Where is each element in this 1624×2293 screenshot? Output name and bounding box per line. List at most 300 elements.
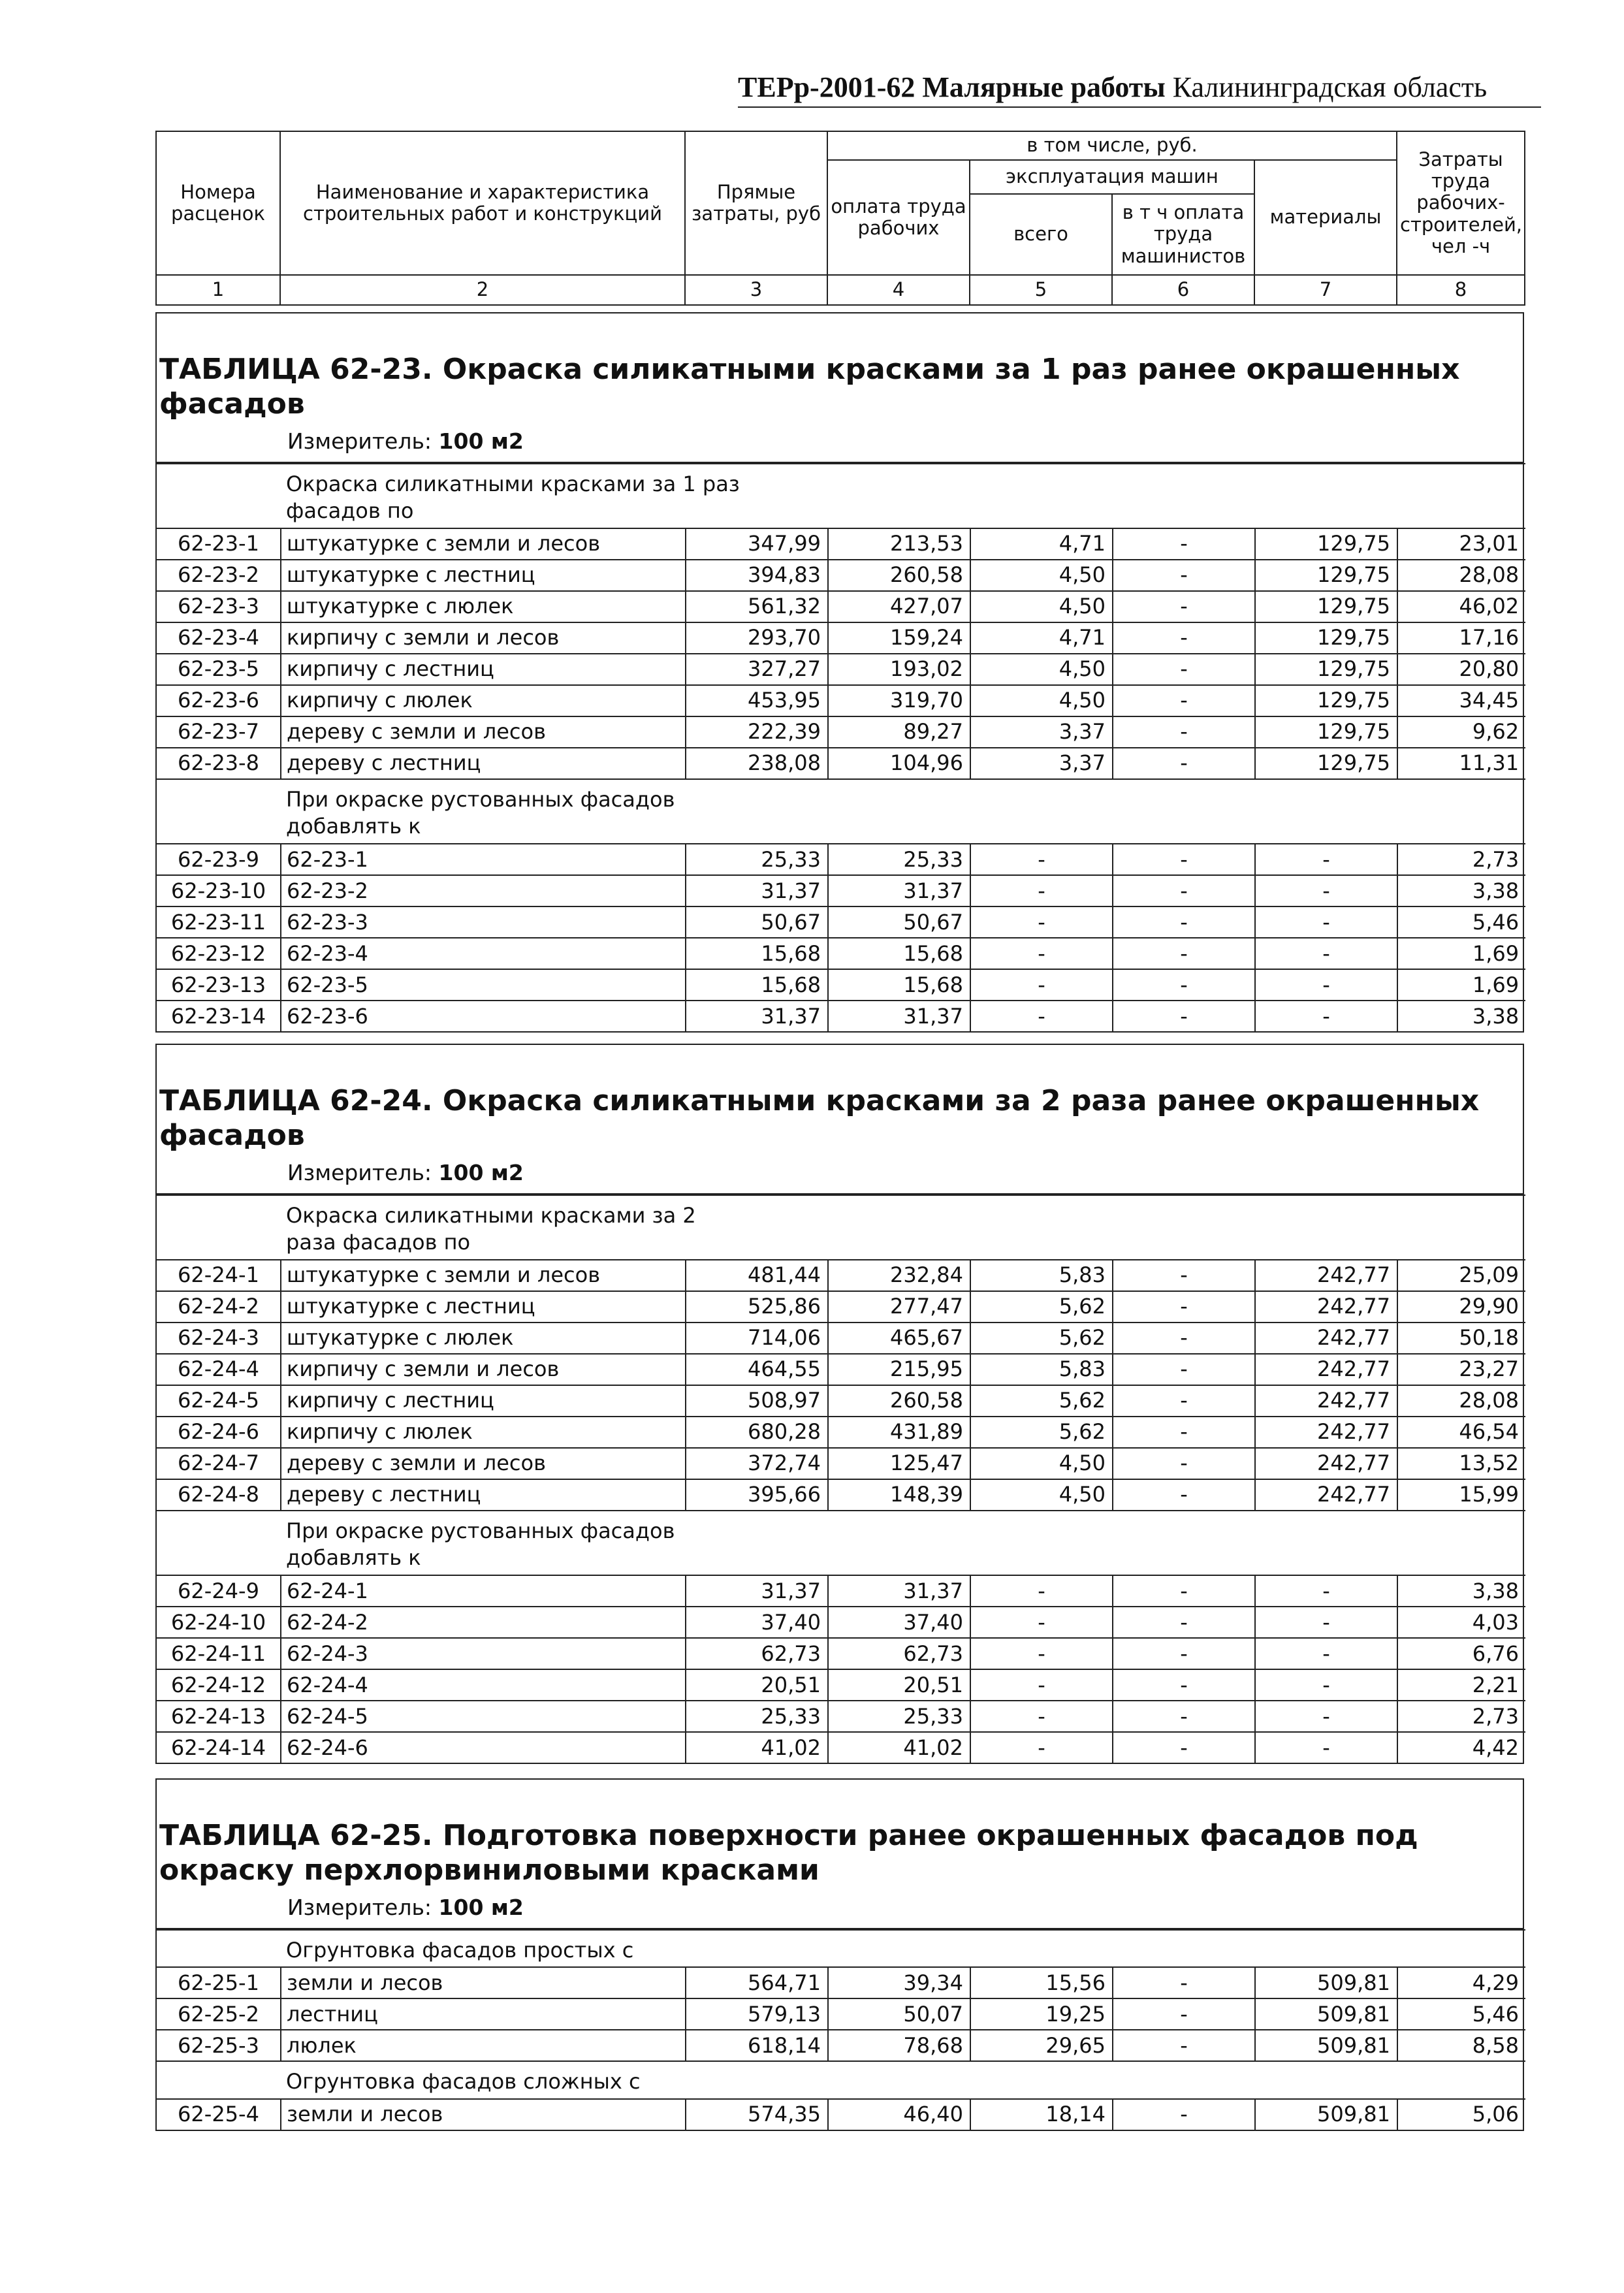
rate-code: 62-23-14 — [157, 1001, 281, 1031]
materials: - — [1255, 1669, 1397, 1701]
machines-total: 5,62 — [970, 1385, 1113, 1417]
materials: 129,75 — [1255, 528, 1397, 560]
machines-total: 5,83 — [970, 1260, 1113, 1291]
machinist-wages: - — [1113, 1479, 1255, 1511]
rate-code: 62-23-10 — [157, 875, 281, 906]
measure-unit — [157, 1153, 1523, 1195]
work-name: кирпичу с люлек — [281, 685, 686, 716]
wages: 46,40 — [828, 2099, 970, 2130]
table-row — [157, 906, 1525, 938]
labor-costs: 5,46 — [1397, 906, 1525, 938]
table-row — [157, 1323, 1525, 1354]
labor-costs: 2,73 — [1397, 1701, 1525, 1732]
table-row — [157, 969, 1525, 1001]
labor-costs: 28,08 — [1397, 560, 1525, 591]
labor-costs: 25,09 — [1397, 1260, 1525, 1291]
machines-total: 4,71 — [970, 528, 1113, 560]
wages: 213,53 — [828, 528, 970, 560]
wages: 50,67 — [828, 906, 970, 938]
group-caption-spacer — [157, 1930, 281, 1968]
materials: 242,77 — [1255, 1354, 1397, 1385]
machinist-wages: - — [1113, 716, 1255, 748]
table-row — [157, 2030, 1525, 2061]
labor-costs: 17,16 — [1397, 622, 1525, 654]
materials: - — [1255, 1607, 1397, 1638]
rate-code: 62-24-12 — [157, 1669, 281, 1701]
labor-costs: 4,03 — [1397, 1607, 1525, 1638]
work-name: штукатурке с земли и лесов — [281, 1260, 686, 1291]
labor-costs: 2,73 — [1397, 844, 1525, 875]
work-name: 62-23-6 — [281, 1001, 686, 1031]
rate-code: 62-23-11 — [157, 906, 281, 938]
work-name: земли и лесов — [281, 2099, 686, 2130]
labor-costs: 4,42 — [1397, 1732, 1525, 1763]
machines-total: 15,56 — [970, 1967, 1113, 1998]
rate-code: 62-23-4 — [157, 622, 281, 654]
rate-code: 62-25-4 — [157, 2099, 281, 2130]
labor-costs: 15,99 — [1397, 1479, 1525, 1511]
table-row — [157, 748, 1525, 779]
materials: 242,77 — [1255, 1385, 1397, 1417]
table-row — [157, 1607, 1525, 1638]
machines-total: 29,65 — [970, 2030, 1113, 2061]
table-row — [157, 875, 1525, 906]
rate-code: 62-24-14 — [157, 1732, 281, 1763]
machinist-wages: - — [1113, 654, 1255, 685]
labor-costs: 2,21 — [1397, 1669, 1525, 1701]
labor-costs: 50,18 — [1397, 1323, 1525, 1354]
column-number: 2 — [280, 275, 685, 305]
column-number: 1 — [156, 275, 280, 305]
work-name: 62-24-5 — [281, 1701, 686, 1732]
col-number-header: Номера расценок — [156, 131, 280, 275]
work-name: земли и лесов — [281, 1967, 686, 1998]
wages: 62,73 — [828, 1638, 970, 1669]
wages: 78,68 — [828, 2030, 970, 2061]
machines-total: 4,50 — [970, 591, 1113, 622]
rate-code: 62-24-10 — [157, 1607, 281, 1638]
measure-label: Измеритель: — [287, 1894, 432, 1920]
group-caption: При окраске рустованных фасадов добавлять к — [281, 779, 1525, 844]
rate-code: 62-24-9 — [157, 1575, 281, 1607]
work-name: 62-24-6 — [281, 1732, 686, 1763]
wages: 20,51 — [828, 1669, 970, 1701]
table-row — [157, 1967, 1525, 1998]
column-number: 8 — [1397, 275, 1525, 305]
wages: 260,58 — [828, 1385, 970, 1417]
materials: 129,75 — [1255, 591, 1397, 622]
measure-value: 100 м2 — [438, 1159, 524, 1185]
machinist-wages: - — [1113, 1967, 1255, 1998]
rate-code: 62-24-2 — [157, 1291, 281, 1323]
machines-total: - — [970, 1701, 1113, 1732]
labor-costs: 29,90 — [1397, 1291, 1525, 1323]
labor-costs: 20,80 — [1397, 654, 1525, 685]
direct-costs: 561,32 — [686, 591, 828, 622]
materials: - — [1255, 938, 1397, 969]
labor-costs: 3,38 — [1397, 1575, 1525, 1607]
wages: 260,58 — [828, 560, 970, 591]
materials: - — [1255, 1575, 1397, 1607]
labor-costs: 34,45 — [1397, 685, 1525, 716]
machinist-wages: - — [1113, 906, 1255, 938]
work-name: кирпичу с лестниц — [281, 1385, 686, 1417]
table-row — [157, 654, 1525, 685]
machines-total: 19,25 — [970, 1998, 1113, 2030]
table-row — [157, 528, 1525, 560]
machines-total: - — [970, 938, 1113, 969]
col-labor-costs-header: Затраты труда рабочих-строителей, чел -ч — [1397, 131, 1525, 275]
table-row — [157, 1479, 1525, 1511]
machinist-wages: - — [1113, 591, 1255, 622]
machinist-wages: - — [1113, 528, 1255, 560]
machines-total: - — [970, 1638, 1113, 1669]
rate-code: 62-23-5 — [157, 654, 281, 685]
rate-code: 62-25-1 — [157, 1967, 281, 1998]
machines-total: 3,37 — [970, 716, 1113, 748]
group-caption: Огрунтовка фасадов простых с — [281, 1930, 1525, 1968]
machinist-wages: - — [1113, 2099, 1255, 2130]
machines-total: - — [970, 875, 1113, 906]
machines-total: 4,50 — [970, 685, 1113, 716]
materials: - — [1255, 1732, 1397, 1763]
wages: 31,37 — [828, 1001, 970, 1031]
rate-table-section — [155, 1778, 1524, 2131]
machines-total: 5,62 — [970, 1291, 1113, 1323]
rate-code: 62-23-9 — [157, 844, 281, 875]
machines-total: 4,50 — [970, 654, 1113, 685]
materials: - — [1255, 969, 1397, 1001]
direct-costs: 453,95 — [686, 685, 828, 716]
rate-table-section — [155, 312, 1524, 1033]
direct-costs: 222,39 — [686, 716, 828, 748]
machinist-wages: - — [1113, 560, 1255, 591]
work-name: дереву с земли и лесов — [281, 716, 686, 748]
direct-costs: 714,06 — [686, 1323, 828, 1354]
table-row — [157, 1448, 1525, 1479]
labor-costs: 4,29 — [1397, 1967, 1525, 1998]
column-number: 3 — [685, 275, 827, 305]
machinist-wages: - — [1113, 685, 1255, 716]
materials: 129,75 — [1255, 560, 1397, 591]
group-caption-row — [157, 1511, 1525, 1575]
machines-total: 4,71 — [970, 622, 1113, 654]
rate-code: 62-24-13 — [157, 1701, 281, 1732]
direct-costs: 372,74 — [686, 1448, 828, 1479]
materials: 129,75 — [1255, 716, 1397, 748]
wages: 25,33 — [828, 1701, 970, 1732]
table-row — [157, 1291, 1525, 1323]
rate-code: 62-24-8 — [157, 1479, 281, 1511]
labor-costs: 1,69 — [1397, 969, 1525, 1001]
machines-total: 5,62 — [970, 1323, 1113, 1354]
machinist-wages: - — [1113, 1448, 1255, 1479]
table-row — [157, 1385, 1525, 1417]
rates-table — [157, 1929, 1525, 2130]
group-caption-spacer — [157, 1195, 281, 1260]
machinist-wages: - — [1113, 1669, 1255, 1701]
direct-costs: 680,28 — [686, 1417, 828, 1448]
machinist-wages: - — [1113, 1575, 1255, 1607]
machinist-wages: - — [1113, 1260, 1255, 1291]
work-name: кирпичу с лестниц — [281, 654, 686, 685]
wages: 37,40 — [828, 1607, 970, 1638]
rate-code: 62-24-5 — [157, 1385, 281, 1417]
section-title: ТАБЛИЦА 62-25. Подготовка поверхности ранее окрашенных фасадов под окраску перхлорвиниловыми красками — [159, 1819, 1418, 1887]
rates-table — [157, 1195, 1525, 1763]
labor-costs: 13,52 — [1397, 1448, 1525, 1479]
wages: 31,37 — [828, 875, 970, 906]
machinist-wages: - — [1113, 1354, 1255, 1385]
direct-costs: 15,68 — [686, 969, 828, 1001]
wages: 89,27 — [828, 716, 970, 748]
work-name: 62-24-1 — [281, 1575, 686, 1607]
table-row — [157, 938, 1525, 969]
direct-costs: 327,27 — [686, 654, 828, 685]
group-caption-spacer — [157, 1511, 281, 1575]
materials: 129,75 — [1255, 654, 1397, 685]
wages: 39,34 — [828, 1967, 970, 1998]
work-name: дереву с земли и лесов — [281, 1448, 686, 1479]
labor-costs: 5,46 — [1397, 1998, 1525, 2030]
wages: 25,33 — [828, 844, 970, 875]
group-caption-row — [157, 464, 1525, 528]
work-name: 62-23-3 — [281, 906, 686, 938]
labor-costs: 3,38 — [1397, 875, 1525, 906]
work-name: штукатурке с лестниц — [281, 560, 686, 591]
work-name: кирпичу с люлек — [281, 1417, 686, 1448]
direct-costs: 464,55 — [686, 1354, 828, 1385]
rate-code: 62-24-4 — [157, 1354, 281, 1385]
doc-code: ТЕРр-2001-62 — [738, 71, 915, 103]
machines-total: - — [970, 1669, 1113, 1701]
rate-code: 62-23-1 — [157, 528, 281, 560]
machinist-wages: - — [1113, 1701, 1255, 1732]
direct-costs: 564,71 — [686, 1967, 828, 1998]
work-name: лестниц — [281, 1998, 686, 2030]
wages: 31,37 — [828, 1575, 970, 1607]
group-caption-row — [157, 779, 1525, 844]
wages: 148,39 — [828, 1479, 970, 1511]
wages: 277,47 — [828, 1291, 970, 1323]
labor-costs: 5,06 — [1397, 2099, 1525, 2130]
wages: 319,70 — [828, 685, 970, 716]
table-row — [157, 560, 1525, 591]
work-name: дереву с лестниц — [281, 1479, 686, 1511]
col-machinist-wages-header: в т ч оплата труда машинистов — [1112, 194, 1254, 275]
table-row — [157, 1701, 1525, 1732]
direct-costs: 508,97 — [686, 1385, 828, 1417]
labor-costs: 28,08 — [1397, 1385, 1525, 1417]
wages: 193,02 — [828, 654, 970, 685]
work-name: 62-23-5 — [281, 969, 686, 1001]
group-caption-row — [157, 1930, 1525, 1968]
direct-costs: 293,70 — [686, 622, 828, 654]
col-name-header: Наименование и характеристика строительных работ и конструкций — [280, 131, 685, 275]
machines-total: 5,83 — [970, 1354, 1113, 1385]
work-name: кирпичу с земли и лесов — [281, 622, 686, 654]
machines-total: - — [970, 906, 1113, 938]
direct-costs: 394,83 — [686, 560, 828, 591]
direct-costs: 20,51 — [686, 1669, 828, 1701]
machines-total: - — [970, 844, 1113, 875]
group-caption: Огрунтовка фасадов сложных с — [281, 2061, 1525, 2099]
materials: - — [1255, 1638, 1397, 1669]
table-row — [157, 591, 1525, 622]
direct-costs: 347,99 — [686, 528, 828, 560]
materials: 129,75 — [1255, 685, 1397, 716]
direct-costs: 395,66 — [686, 1479, 828, 1511]
materials: 242,77 — [1255, 1448, 1397, 1479]
labor-costs: 46,02 — [1397, 591, 1525, 622]
direct-costs: 31,37 — [686, 875, 828, 906]
group-caption-spacer — [157, 2061, 281, 2099]
rate-code: 62-24-7 — [157, 1448, 281, 1479]
col-direct-costs-header: Прямые затраты, руб — [685, 131, 827, 275]
table-row — [157, 1638, 1525, 1669]
machinist-wages: - — [1113, 1323, 1255, 1354]
machinist-wages: - — [1113, 1998, 1255, 2030]
labor-costs: 3,38 — [1397, 1001, 1525, 1031]
group-caption: При окраске рустованных фасадов добавлять к — [281, 1511, 1525, 1575]
measure-value: 100 м2 — [438, 428, 524, 454]
wages: 41,02 — [828, 1732, 970, 1763]
materials: 242,77 — [1255, 1479, 1397, 1511]
materials: - — [1255, 1001, 1397, 1031]
wages: 427,07 — [828, 591, 970, 622]
work-name: 62-24-4 — [281, 1669, 686, 1701]
column-number: 5 — [970, 275, 1112, 305]
work-name: 62-24-2 — [281, 1607, 686, 1638]
column-number: 6 — [1112, 275, 1254, 305]
column-header-table — [155, 131, 1525, 306]
machinist-wages: - — [1113, 969, 1255, 1001]
measure-unit — [157, 422, 1523, 463]
section-title: ТАБЛИЦА 62-24. Окраска силикатными красками за 2 раза ранее окрашенных фасадов — [159, 1084, 1480, 1152]
direct-costs: 31,37 — [686, 1001, 828, 1031]
direct-costs: 574,35 — [686, 2099, 828, 2130]
wages: 104,96 — [828, 748, 970, 779]
table-row — [157, 1669, 1525, 1701]
measure-value: 100 м2 — [438, 1894, 524, 1920]
rate-code: 62-23-7 — [157, 716, 281, 748]
machines-total: - — [970, 1732, 1113, 1763]
labor-costs: 23,27 — [1397, 1354, 1525, 1385]
rate-code: 62-24-1 — [157, 1260, 281, 1291]
work-name: 62-24-3 — [281, 1638, 686, 1669]
materials: 129,75 — [1255, 622, 1397, 654]
materials: 242,77 — [1255, 1323, 1397, 1354]
rate-code: 62-23-6 — [157, 685, 281, 716]
work-name: штукатурке с люлек — [281, 591, 686, 622]
labor-costs: 9,62 — [1397, 716, 1525, 748]
work-name: 62-23-2 — [281, 875, 686, 906]
table-row — [157, 844, 1525, 875]
group-caption: Окраска силикатными красками за 1 раз фасадов по — [281, 464, 1525, 528]
table-row — [157, 685, 1525, 716]
col-machines-header: эксплуатация машин — [970, 160, 1254, 194]
rate-code: 62-24-3 — [157, 1323, 281, 1354]
materials: 509,81 — [1255, 1967, 1397, 1998]
machinist-wages: - — [1113, 1732, 1255, 1763]
direct-costs: 579,13 — [686, 1998, 828, 2030]
table-row — [157, 1732, 1525, 1763]
labor-costs: 6,76 — [1397, 1638, 1525, 1669]
col-wages-header: оплата труда рабочих — [827, 160, 970, 275]
col-including-header: в том числе, руб. — [827, 131, 1397, 160]
materials: 242,77 — [1255, 1260, 1397, 1291]
work-name: люлек — [281, 2030, 686, 2061]
labor-costs: 23,01 — [1397, 528, 1525, 560]
rate-code: 62-23-13 — [157, 969, 281, 1001]
machines-total: - — [970, 1607, 1113, 1638]
direct-costs: 31,37 — [686, 1575, 828, 1607]
rate-table-section — [155, 1044, 1524, 1764]
section-title: ТАБЛИЦА 62-23. Окраска силикатными красками за 1 раз ранее окрашенных фасадов — [159, 353, 1460, 421]
direct-costs: 15,68 — [686, 938, 828, 969]
rate-code: 62-23-2 — [157, 560, 281, 591]
group-caption-row — [157, 2061, 1525, 2099]
direct-costs: 41,02 — [686, 1732, 828, 1763]
group-caption: Окраска силикатными красками за 2 раза фасадов по — [281, 1195, 1525, 1260]
direct-costs: 238,08 — [686, 748, 828, 779]
wages: 232,84 — [828, 1260, 970, 1291]
work-name: штукатурке с лестниц — [281, 1291, 686, 1323]
wages: 431,89 — [828, 1417, 970, 1448]
labor-costs: 11,31 — [1397, 748, 1525, 779]
rate-code: 62-23-3 — [157, 591, 281, 622]
table-row — [157, 1001, 1525, 1031]
machines-total: - — [970, 1001, 1113, 1031]
rates-table — [157, 463, 1525, 1031]
machinist-wages: - — [1113, 875, 1255, 906]
work-name: дереву с лестниц — [281, 748, 686, 779]
machinist-wages: - — [1113, 1001, 1255, 1031]
machinist-wages: - — [1113, 1291, 1255, 1323]
rate-code: 62-24-6 — [157, 1417, 281, 1448]
work-name: штукатурке с земли и лесов — [281, 528, 686, 560]
materials: 509,81 — [1255, 2099, 1397, 2130]
wages: 159,24 — [828, 622, 970, 654]
machinist-wages: - — [1113, 1417, 1255, 1448]
doc-title: Малярные работы — [922, 71, 1166, 103]
work-name: кирпичу с земли и лесов — [281, 1354, 686, 1385]
direct-costs: 62,73 — [686, 1638, 828, 1669]
table-row — [157, 1354, 1525, 1385]
rate-code: 62-25-3 — [157, 2030, 281, 2061]
materials: 129,75 — [1255, 748, 1397, 779]
table-row — [157, 622, 1525, 654]
direct-costs: 25,33 — [686, 844, 828, 875]
machinist-wages: - — [1113, 1607, 1255, 1638]
machinist-wages: - — [1113, 748, 1255, 779]
machines-total: 5,62 — [970, 1417, 1113, 1448]
rate-code: 62-23-12 — [157, 938, 281, 969]
machines-total: 4,50 — [970, 1448, 1113, 1479]
materials: 509,81 — [1255, 2030, 1397, 2061]
machines-total: - — [970, 969, 1113, 1001]
wages: 15,68 — [828, 938, 970, 969]
machines-total: 4,50 — [970, 560, 1113, 591]
table-row — [157, 1575, 1525, 1607]
table-row — [157, 1260, 1525, 1291]
work-name: 62-23-1 — [281, 844, 686, 875]
machinist-wages: - — [1113, 938, 1255, 969]
col-materials-header: материалы — [1254, 160, 1397, 275]
rate-code: 62-25-2 — [157, 1998, 281, 2030]
doc-region: Калининградская область — [1172, 71, 1488, 103]
page-header — [738, 71, 1541, 108]
